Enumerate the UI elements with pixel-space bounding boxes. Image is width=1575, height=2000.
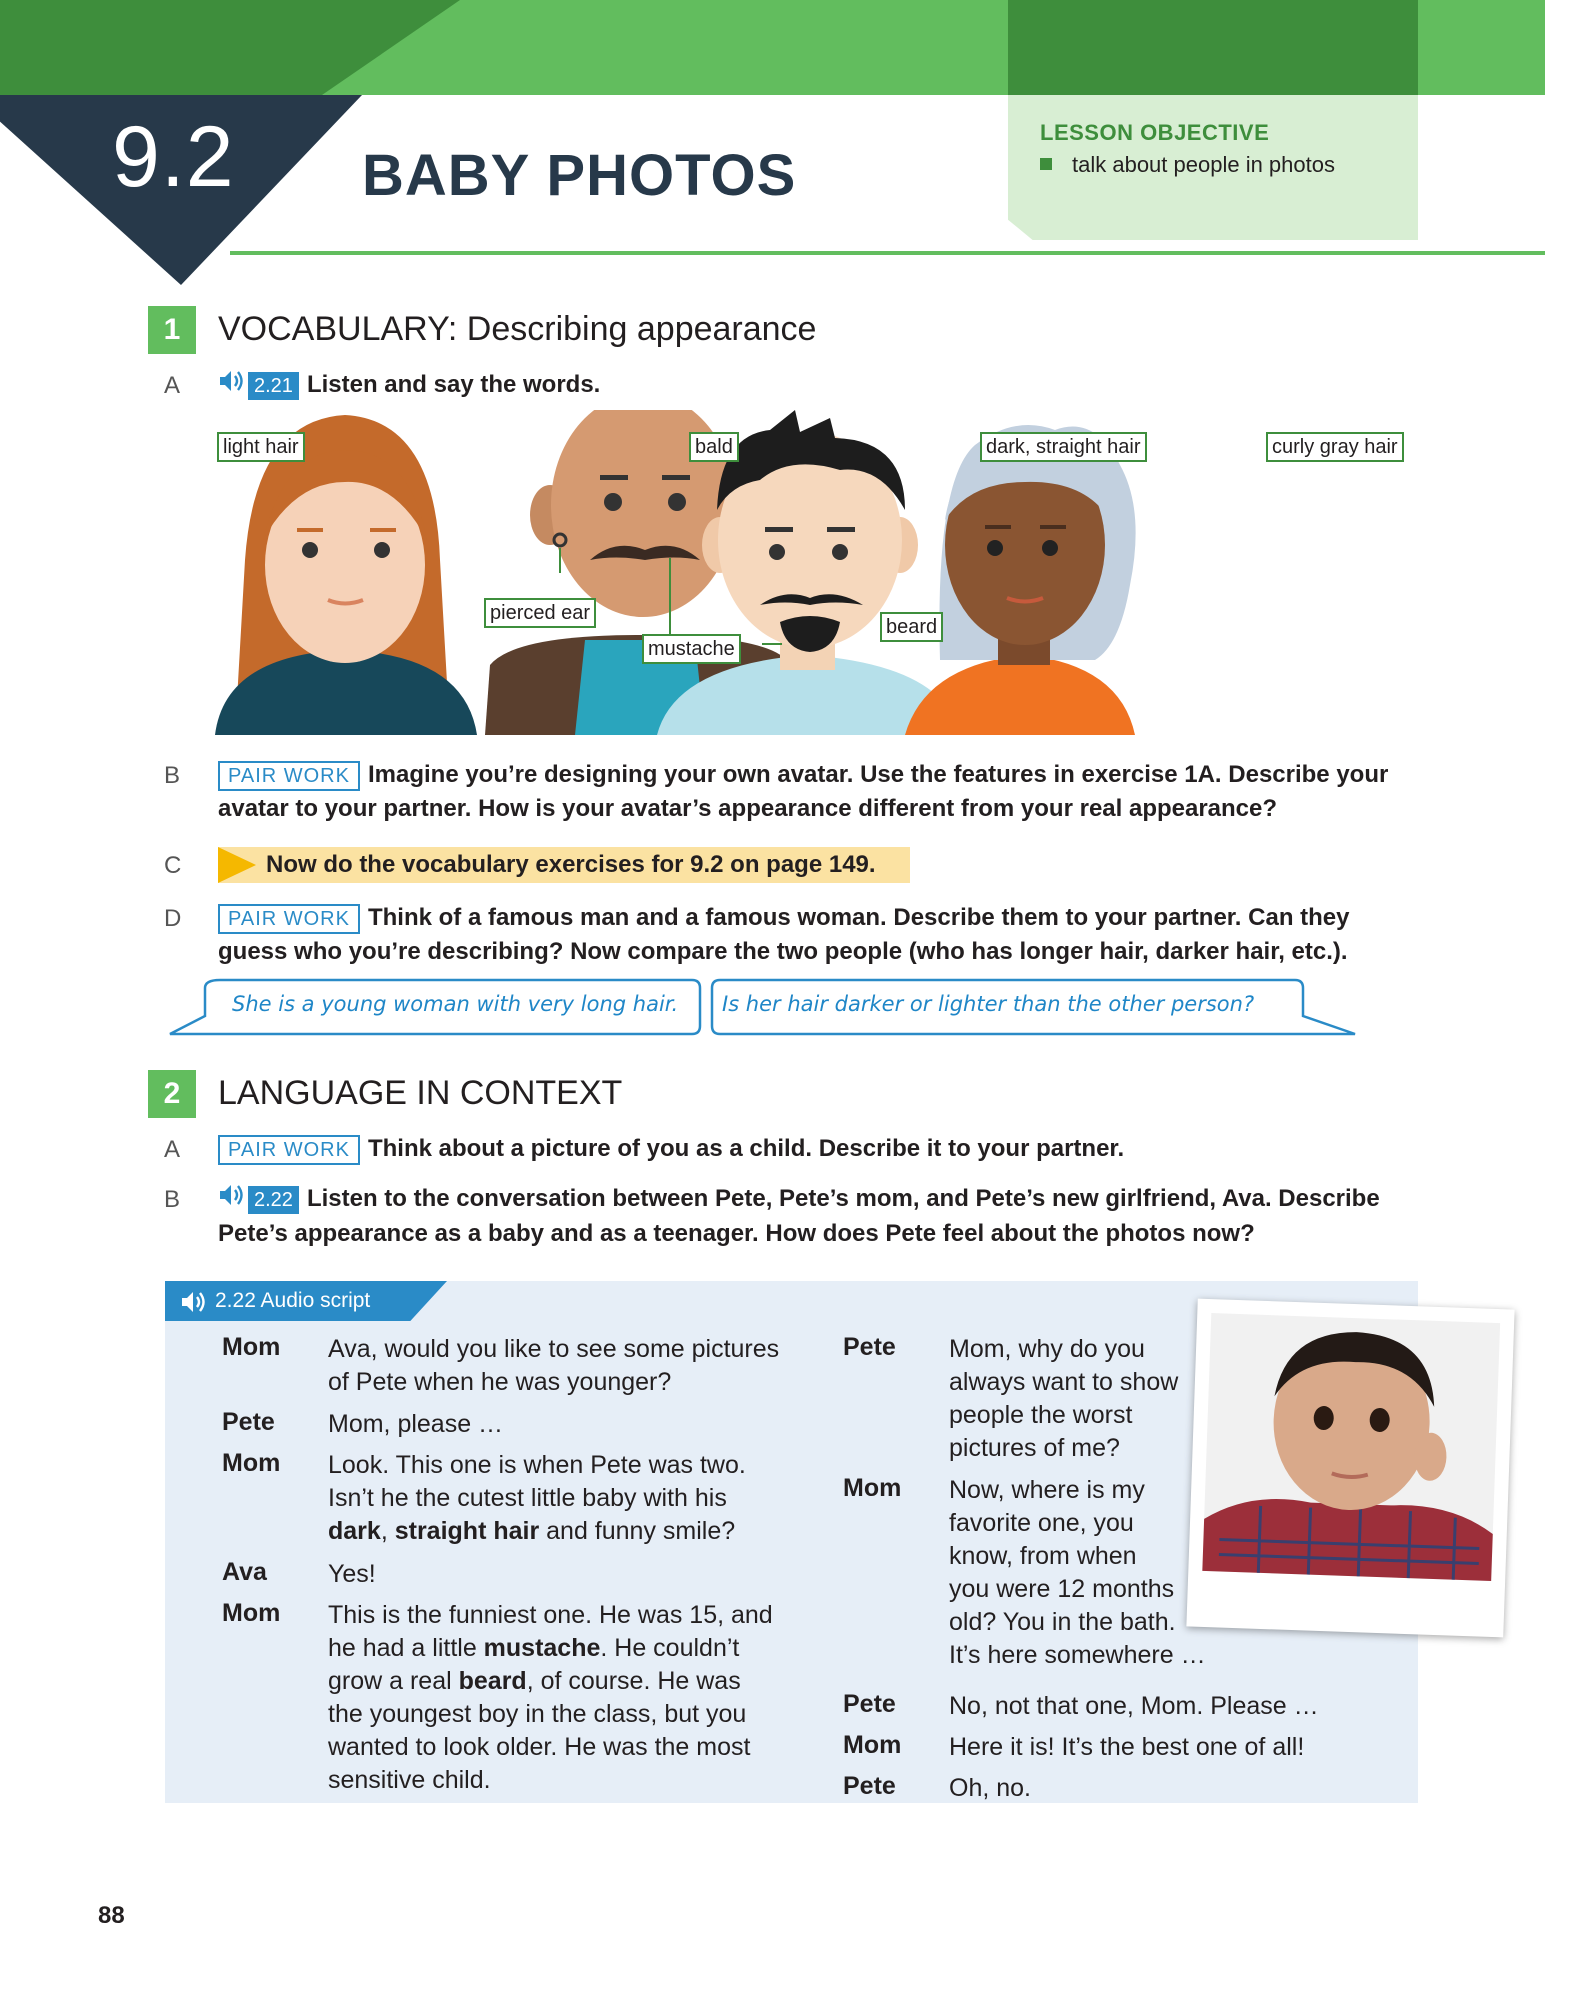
avatar-woman-light-hair xyxy=(215,415,477,735)
exercise-2b-line2: Pete’s appearance as a baby and as a teenager. How does Pete feel about the photos now? xyxy=(218,1219,1255,1247)
speaker-label: Pete xyxy=(222,1408,275,1436)
exercise-letter-1d: D xyxy=(164,905,182,932)
speaker-icon[interactable] xyxy=(218,1183,244,1217)
exercise-1a-text: Listen and say the words. xyxy=(306,371,601,398)
script-line: Oh, no. xyxy=(949,1774,1031,1802)
script-line-text: favorite one, you xyxy=(949,1509,1134,1537)
header-divider xyxy=(230,251,1545,255)
pair-work-badge: PAIR WORK xyxy=(218,761,360,791)
exercise-letter-2b: B xyxy=(164,1186,181,1213)
header-band-dark-right xyxy=(1008,0,1418,95)
script-line-text xyxy=(328,1515,746,1548)
script-line-text: This is the funniest one. He was 15, and xyxy=(328,1601,773,1629)
exercise-1b-line2: avatar to your partner. How is your avatar’s appearance different from your real appearance? xyxy=(218,795,1278,822)
speaker-label: Mom xyxy=(222,1599,281,1627)
exercise-1b-line1: Imagine you’re designing your own avatar. Use the features in exercise 1A. Describe your xyxy=(367,761,1389,788)
script-line xyxy=(328,1599,773,1797)
lesson-objective-heading: LESSON OBJECTIVE xyxy=(1040,120,1270,145)
script-line-text: Ava, would you like to see some pictures xyxy=(328,1335,780,1363)
script-line-text: of Pete when he was younger? xyxy=(328,1368,672,1396)
script-text: , of course. He was xyxy=(526,1667,741,1695)
exercise-letter-1c: C xyxy=(164,852,182,879)
script-line-text: the youngest boy in the class, but you xyxy=(328,1700,747,1728)
pair-work-badge: PAIR WORK xyxy=(218,1135,360,1165)
workbook-callout-text: Now do the vocabulary exercises for 9.2 on page 149. xyxy=(266,851,876,878)
script-line-text: sensitive child. xyxy=(328,1766,491,1794)
speaker-label: Pete xyxy=(843,1333,896,1361)
section-number-2: 2 xyxy=(148,1070,196,1118)
script-line: Here it is! It’s the best one of all! xyxy=(949,1733,1305,1761)
speaker-label: Pete xyxy=(843,1690,896,1718)
script-line-text: Now, where is my xyxy=(949,1476,1145,1504)
script-line-text: people the worst xyxy=(949,1401,1133,1429)
speaker-label: Pete xyxy=(843,1772,896,1800)
exercise-2a xyxy=(218,1132,1124,1166)
page-number: 88 xyxy=(98,1902,125,1929)
label-light-hair: light hair xyxy=(217,432,305,462)
audio-track-badge[interactable]: 2.21 xyxy=(248,372,299,400)
exercise-1a xyxy=(218,368,600,403)
script-text: and funny smile? xyxy=(539,1517,736,1545)
baby-photo-image xyxy=(1186,1299,1514,1638)
script-line xyxy=(328,1333,779,1399)
speaker-label: Mom xyxy=(843,1731,902,1759)
exercise-2b xyxy=(218,1182,1418,1251)
label-bald: bald xyxy=(689,432,739,462)
section-number-1: 1 xyxy=(148,306,196,354)
script-text: , xyxy=(380,1517,395,1545)
speaker-icon[interactable] xyxy=(180,1290,206,1314)
exercise-1d-line2: guess who you’re describing? Now compare the two people (who has longer hair, darker hair, etc.). xyxy=(218,938,1348,965)
script-text: . He couldn’t xyxy=(600,1634,740,1662)
lesson-objective-item: talk about people in photos xyxy=(1072,152,1335,177)
vocab-highlight: dark xyxy=(328,1517,381,1545)
script-line xyxy=(949,1474,1206,1672)
page-title: BABY PHOTOS xyxy=(362,143,797,208)
label-dark-straight-hair: dark, straight hair xyxy=(980,432,1147,462)
script-line-text xyxy=(328,1665,773,1698)
speech-bubble-2: Is her hair darker or lighter than the other person? xyxy=(722,992,1255,1016)
exercise-letter-1a: A xyxy=(164,372,181,399)
script-line-text: Mom, why do you xyxy=(949,1335,1145,1363)
baby-photo xyxy=(1186,1299,1514,1638)
exercise-letter-1b: B xyxy=(164,762,181,789)
speaker-label: Mom xyxy=(843,1474,902,1502)
exercise-1d-line1: Think of a famous man and a famous woman. Describe them to your partner. Can they xyxy=(367,904,1350,931)
script-line: Mom, please … xyxy=(328,1410,504,1438)
vocab-highlight: straight hair xyxy=(394,1517,540,1545)
label-curly-gray-hair: curly gray hair xyxy=(1266,432,1404,462)
avatar-illustration xyxy=(215,410,1420,735)
avatar-woman-curly-gray-hair xyxy=(905,425,1136,735)
script-line: Yes! xyxy=(328,1560,376,1588)
script-line-text: pictures of me? xyxy=(949,1434,1120,1462)
script-line-text: It’s here somewhere … xyxy=(949,1641,1206,1669)
audio-script-title: 2.22 Audio script xyxy=(215,1289,371,1312)
vocab-highlight: mustache xyxy=(483,1634,601,1662)
exercise-2a-text: Think about a picture of you as a child. Describe it to your partner. xyxy=(367,1135,1125,1162)
exercise-1d xyxy=(218,901,1418,969)
script-line-text: Isn’t he the cutest little baby with his xyxy=(328,1484,727,1512)
section-title-1: VOCABULARY: Describing appearance xyxy=(218,310,817,348)
label-pierced-ear: pierced ear xyxy=(484,598,596,628)
script-line-text: know, from when xyxy=(949,1542,1137,1570)
speaker-icon[interactable] xyxy=(218,369,244,403)
script-line-text: always want to show xyxy=(949,1368,1179,1396)
vocab-highlight: beard xyxy=(458,1667,527,1695)
audio-track-badge[interactable]: 2.22 xyxy=(248,1186,299,1214)
speaker-label: Ava xyxy=(222,1558,267,1586)
square-bullet-icon xyxy=(1040,158,1052,170)
script-text: he had a little xyxy=(328,1634,484,1662)
speaker-label: Mom xyxy=(222,1333,281,1361)
script-line xyxy=(328,1449,746,1548)
label-mustache: mustache xyxy=(642,634,741,664)
script-line-text xyxy=(328,1632,773,1665)
pair-work-badge: PAIR WORK xyxy=(218,904,360,934)
script-line-text: wanted to look older. He was the most xyxy=(328,1733,751,1761)
exercise-2b-line1: Listen to the conversation between Pete, Pete’s mom, and Pete’s new girlfriend, Ava. Describe xyxy=(306,1185,1380,1212)
script-line-text: old? You in the bath. xyxy=(949,1608,1176,1636)
script-line-text: you were 12 months xyxy=(949,1575,1175,1603)
play-arrow-icon xyxy=(218,847,256,883)
script-text: grow a real xyxy=(328,1667,459,1695)
lesson-number: 9.2 xyxy=(112,109,235,205)
speech-bubble-1: She is a young woman with very long hair. xyxy=(232,992,679,1016)
script-line xyxy=(949,1333,1178,1465)
section-title-2: LANGUAGE IN CONTEXT xyxy=(218,1074,623,1112)
exercise-letter-2a: A xyxy=(164,1136,181,1163)
script-line-text: Look. This one is when Pete was two. xyxy=(328,1451,746,1479)
label-beard: beard xyxy=(880,612,943,642)
speaker-label: Mom xyxy=(222,1449,281,1477)
script-line: No, not that one, Mom. Please … xyxy=(949,1692,1319,1720)
exercise-1b xyxy=(218,758,1418,826)
